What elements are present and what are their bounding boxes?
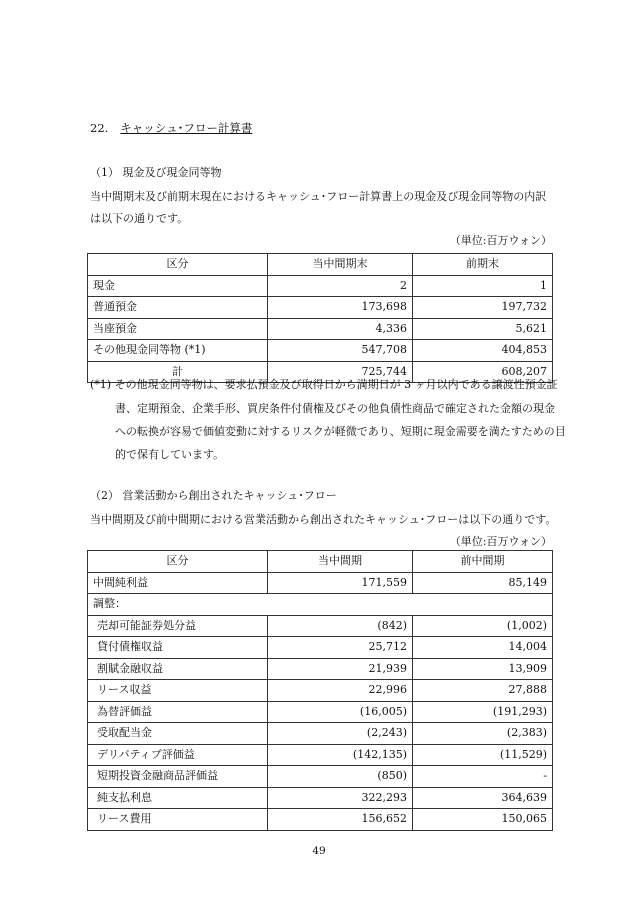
cash-equivalents-table: [87, 253, 553, 383]
row-value-current: 156,652: [268, 809, 413, 831]
row-value-prior: (191,293): [413, 701, 553, 723]
table-row: [88, 615, 553, 637]
row-value-prior: (1,002): [413, 615, 553, 637]
row-value-prior: 14,004: [413, 637, 553, 659]
column-header: 前中間期: [413, 551, 553, 573]
row-value-current: 171,559: [268, 572, 413, 594]
row-value-current: 322,293: [268, 787, 413, 809]
column-header: 前期末: [413, 254, 553, 276]
adjustments-label: 調整：: [88, 594, 553, 616]
footnote-line-2: 書、定期預金、企業手形、買戻条件付債権及びその他負債性商品で確定された金額の現金: [115, 402, 555, 415]
row-value-prior: 404,853: [413, 340, 553, 362]
row-value-prior: (2,383): [413, 723, 553, 745]
row-label: リース収益: [88, 680, 268, 702]
row-label: 当座預金: [88, 318, 268, 340]
column-header: 当中間期: [268, 551, 413, 573]
total-label: 計: [88, 361, 268, 383]
table-row: [88, 297, 553, 319]
table-row: [88, 809, 553, 831]
table-row: [88, 787, 553, 809]
part1-intro-line-2: は以下の通りです。: [90, 212, 189, 225]
row-label: 短期投資金融商品評価益: [88, 766, 268, 788]
row-value-prior: 1: [413, 275, 553, 297]
column-header: 区分: [88, 254, 268, 276]
part1-heading: （1） 現金及び現金同等物: [90, 166, 222, 179]
row-label: 受取配当金: [88, 723, 268, 745]
row-label: 純支払利息: [88, 787, 268, 809]
table-row: [88, 658, 553, 680]
row-value-prior: 27,888: [413, 680, 553, 702]
total-value-prior: 608,207: [413, 361, 553, 383]
column-header: 当中間期末: [268, 254, 413, 276]
net-income-row: [88, 572, 553, 594]
row-label: 貸付債権収益: [88, 637, 268, 659]
page-number: 49: [312, 845, 326, 857]
row-value-prior: 364,639: [413, 787, 553, 809]
table-header-row: [88, 254, 553, 276]
row-label: 中間純利益: [88, 572, 268, 594]
row-value-prior: 197,732: [413, 297, 553, 319]
row-value-current: (850): [268, 766, 413, 788]
row-value-prior: 5,621: [413, 318, 553, 340]
part1-intro-line-1: 当中間期末及び前期末現在におけるキャッシュ･フロー計算書上の現金及び現金同等物の内訳: [90, 190, 547, 203]
table-row: [88, 637, 553, 659]
row-label: デリバティブ評価益: [88, 744, 268, 766]
row-value-current: (842): [268, 615, 413, 637]
part1-unit-label: （単位:百万ウォン）: [449, 234, 552, 247]
row-value-prior: (11,529): [413, 744, 553, 766]
row-label: 割賦金融収益: [88, 658, 268, 680]
table-row: [88, 744, 553, 766]
part2-unit-label: （単位:百万ウォン）: [449, 535, 552, 548]
row-label: 現金: [88, 275, 268, 297]
row-value-current: 22,996: [268, 680, 413, 702]
table-header-row: [88, 551, 553, 573]
section-number: 22.: [90, 121, 109, 135]
table-row: [88, 723, 553, 745]
row-value-current: (2,243): [268, 723, 413, 745]
row-label: 普通預金: [88, 297, 268, 319]
row-value-prior: 150,065: [413, 809, 553, 831]
table-row: [88, 701, 553, 723]
table-row: [88, 340, 553, 362]
row-value-current: 21,939: [268, 658, 413, 680]
row-value-current: 25,712: [268, 637, 413, 659]
adjustments-row: [88, 594, 553, 616]
total-value-current: 725,744: [268, 361, 413, 383]
row-value-prior: 85,149: [413, 572, 553, 594]
row-value-prior: 13,909: [413, 658, 553, 680]
table-row: [88, 680, 553, 702]
row-label: その他現金同等物 (*1): [88, 340, 268, 362]
table-row: [88, 766, 553, 788]
row-label: 売却可能証券処分益: [88, 615, 268, 637]
part2-heading: （2） 営業活動から創出されたキャッシュ･フロー: [90, 489, 337, 502]
table-row: [88, 318, 553, 340]
row-value-current: 4,336: [268, 318, 413, 340]
row-value-current: (142,135): [268, 744, 413, 766]
row-value-current: 173,698: [268, 297, 413, 319]
part2-intro: 当中間期及び前中間期における営業活動から創出されたキャッシュ･フローは以下の通りです。: [90, 513, 557, 526]
footnote-line-1: (*1) その他現金同等物は、要求払預金及び取得日から満期日が 3 ヶ月以内である譲渡性預金証: [90, 378, 558, 391]
section-title-text: キャッシュ･フロー計算書: [120, 121, 253, 135]
row-value-current: 547,708: [268, 340, 413, 362]
row-value-current: 2: [268, 275, 413, 297]
section-title: [90, 121, 252, 135]
operating-cashflow-table: [87, 550, 553, 831]
row-label: 為替評価益: [88, 701, 268, 723]
footnote-line-3: への転換が容易で価値変動に対するリスクが軽微であり、短期に現金需要を満たすための目: [115, 425, 566, 438]
footnote-line-4: 的で保有しています。: [115, 448, 225, 461]
row-value-prior: -: [413, 766, 553, 788]
row-value-current: (16,005): [268, 701, 413, 723]
table-row: [88, 275, 553, 297]
column-header: 区分: [88, 551, 268, 573]
row-label: リース費用: [88, 809, 268, 831]
